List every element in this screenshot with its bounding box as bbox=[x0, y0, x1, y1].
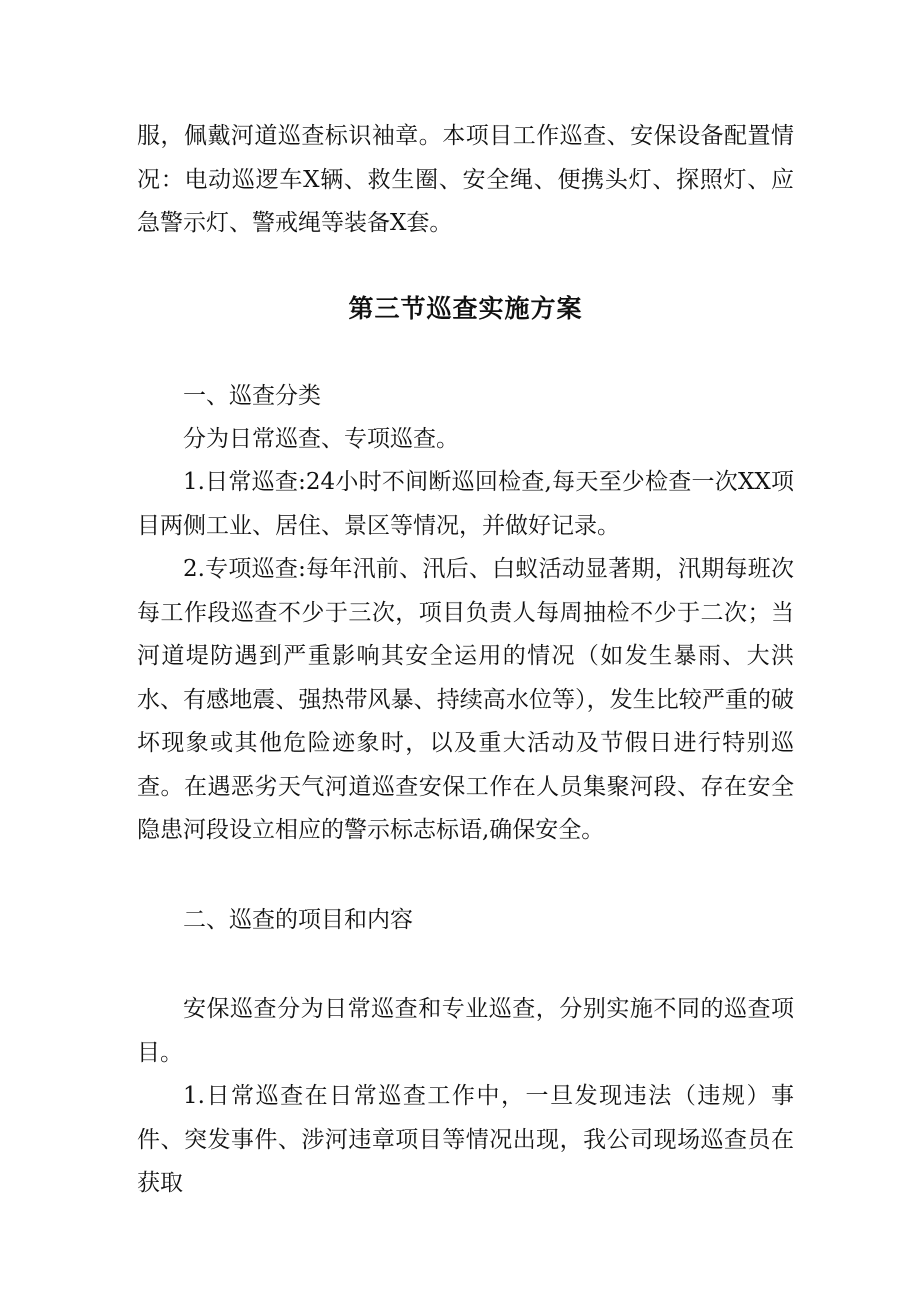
heading-patrol-items: 二、巡查的项目和内容 bbox=[183, 907, 413, 933]
paragraph-patrol-items: 安保巡查分为日常巡查和专业巡查，分别实施不同的巡查项目。 bbox=[137, 996, 794, 1066]
paragraph-categories: 分为日常巡查、专项巡查。 bbox=[183, 426, 459, 452]
heading-patrol-categories: 一、巡查分类 bbox=[183, 383, 321, 409]
paragraph-daily-patrol: 1.日常巡查:24小时不间断巡回检查,每天至少检查一次XX项目两侧工业、居住、景区等情况，并做好记录。 bbox=[137, 469, 794, 539]
paragraph-equipment: 服，佩戴河道巡查标识袖章。本项目工作巡查、安保设备配置情况：电动巡逻车X辆、救生圈、安全绳、便携头灯、探照灯、应急警示灯、警戒绳等装备X套。 bbox=[137, 123, 794, 236]
paragraph-special-patrol: 2.专项巡查:每年汛前、汛后、白蚁活动显著期，汛期每班次每工作段巡查不少于三次，项目负责人每周抽检不少于二次；当河道堤防遇到严重影响其安全运用的情况（如发生暴雨、大洪水、有感地震、强热带风暴、持续高水位等），发生比较严重的破坏现象或其他危险迹象时，以及重大活动及节假日进行特别巡查。在遇恶劣天气河道巡查安保工作在人员集聚河段、存在安全隐患河段设立相应的警示标志标语,确保安全。 bbox=[137, 556, 794, 843]
paragraph-daily-detail: 1.日常巡查在日常巡查工作中，一旦发现违法（违规）事件、突发事件、涉河违章项目等情况出现，我公司现场巡查员在获取 bbox=[137, 1083, 794, 1196]
section-title: 第三节巡查实施方案 bbox=[348, 294, 583, 323]
